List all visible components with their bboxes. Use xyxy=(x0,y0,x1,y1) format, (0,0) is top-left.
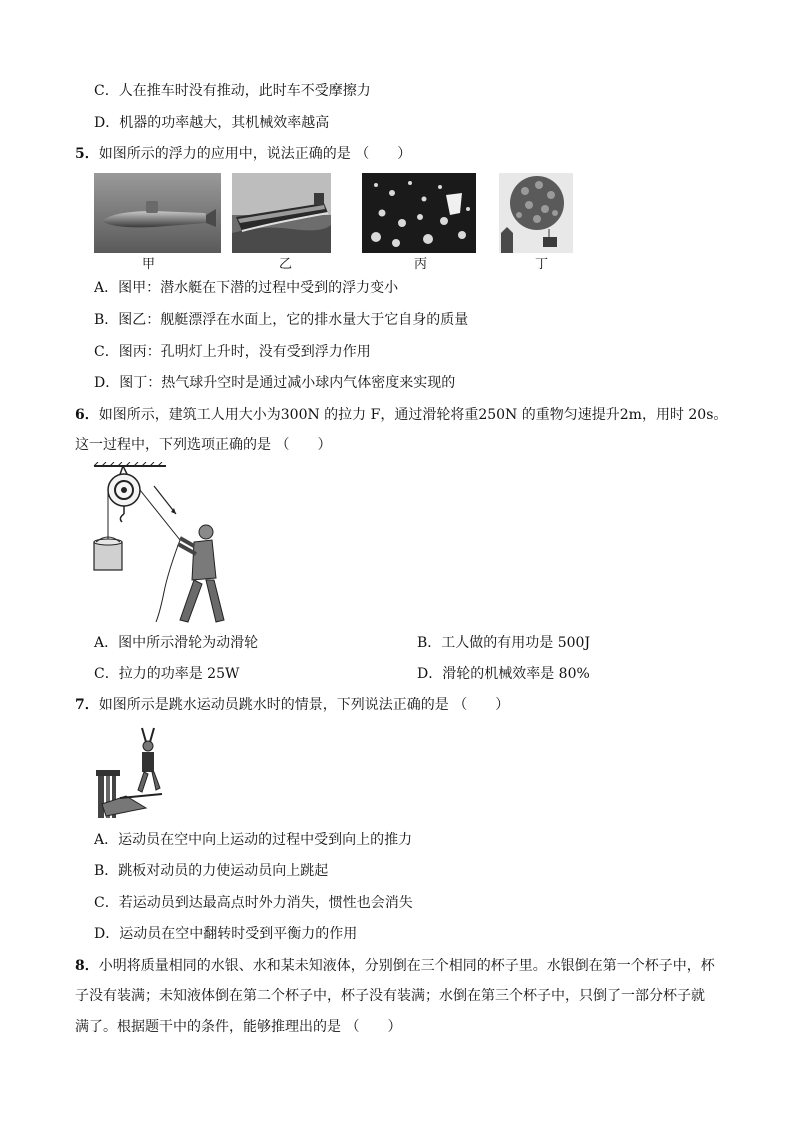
question-8-line3: 满了。根据题干中的条件，能够推理出的是 （ ） xyxy=(75,1019,402,1035)
caption-ding: 丁 xyxy=(535,257,549,272)
question-stem: 如图所示，建筑工人用大小为300N 的拉力 F，通过滑轮将重250N 的重物匀速提升2m，用时 20s。 xyxy=(98,407,728,423)
caption-bing: 丙 xyxy=(414,257,428,272)
question-8-line2: 子没有装满；未知液体倒在第二个杯子中，杯子没有装满；水倒在第三个杯子中，只倒了一部分杯子就 xyxy=(75,988,705,1004)
question-7 xyxy=(75,696,509,714)
question-number: 7． xyxy=(75,697,99,713)
submarine-image xyxy=(94,173,221,253)
q6-option-b: B．工人做的有用功是 500J xyxy=(417,635,591,651)
question-number: 6． xyxy=(75,407,99,423)
question-stem: 小明将质量相同的水银、水和某未知液体，分别倒在三个相同的杯子里。水银倒在第一个杯子中，杯 xyxy=(98,958,715,974)
q5-option-a: A．图甲：潜水艇在下潜的过程中受到的浮力变小 xyxy=(94,280,399,296)
caption-jia: 甲 xyxy=(142,257,156,272)
q7-option-b: B．跳板对动员的力使运动员向上跳起 xyxy=(94,863,329,879)
q7-option-c: C．若运动员到达最高点时外力消失，惯性也会消失 xyxy=(94,895,413,911)
ship-image xyxy=(232,173,331,253)
lanterns-image xyxy=(362,173,476,253)
option-d-prev: D．机器的功率越大，其机械效率越高 xyxy=(94,115,330,131)
q5-option-c: C．图丙：孔明灯上升时，没有受到浮力作用 xyxy=(94,344,371,360)
question-6-line2: 这一过程中，下列选项正确的是 （ ） xyxy=(75,437,332,453)
diver-diagram xyxy=(96,724,168,820)
question-5 xyxy=(75,145,411,163)
balloon-image xyxy=(499,173,573,253)
question-stem: 如图所示的浮力的应用中，说法正确的是 （ ） xyxy=(98,146,412,162)
question-8 xyxy=(75,957,715,975)
q7-option-d: D．运动员在空中翻转时受到平衡力的作用 xyxy=(94,926,358,942)
caption-yi: 乙 xyxy=(279,257,293,272)
q6-option-a: A．图中所示滑轮为动滑轮 xyxy=(94,635,259,651)
pulley-diagram xyxy=(88,462,228,628)
question-stem: 如图所示是跳水运动员跳水时的情景，下列说法正确的是 （ ） xyxy=(98,697,510,713)
question-number: 5． xyxy=(75,146,99,162)
option-c-prev: C．人在推车时没有推动，此时车不受摩擦力 xyxy=(94,83,371,99)
q7-option-a: A．运动员在空中向上运动的过程中受到向上的推力 xyxy=(94,832,413,848)
question-number: 8． xyxy=(75,958,99,974)
q6-option-c: C．拉力的功率是 25W xyxy=(94,666,240,682)
q5-option-d: D．图丁：热气球升空时是通过减小球内气体密度来实现的 xyxy=(94,375,456,391)
q5-option-b: B．图乙：舰艇漂浮在水面上，它的排水量大于它自身的质量 xyxy=(94,312,469,328)
question-6 xyxy=(75,406,727,424)
q6-option-d: D．滑轮的机械效率是 80% xyxy=(417,666,590,682)
